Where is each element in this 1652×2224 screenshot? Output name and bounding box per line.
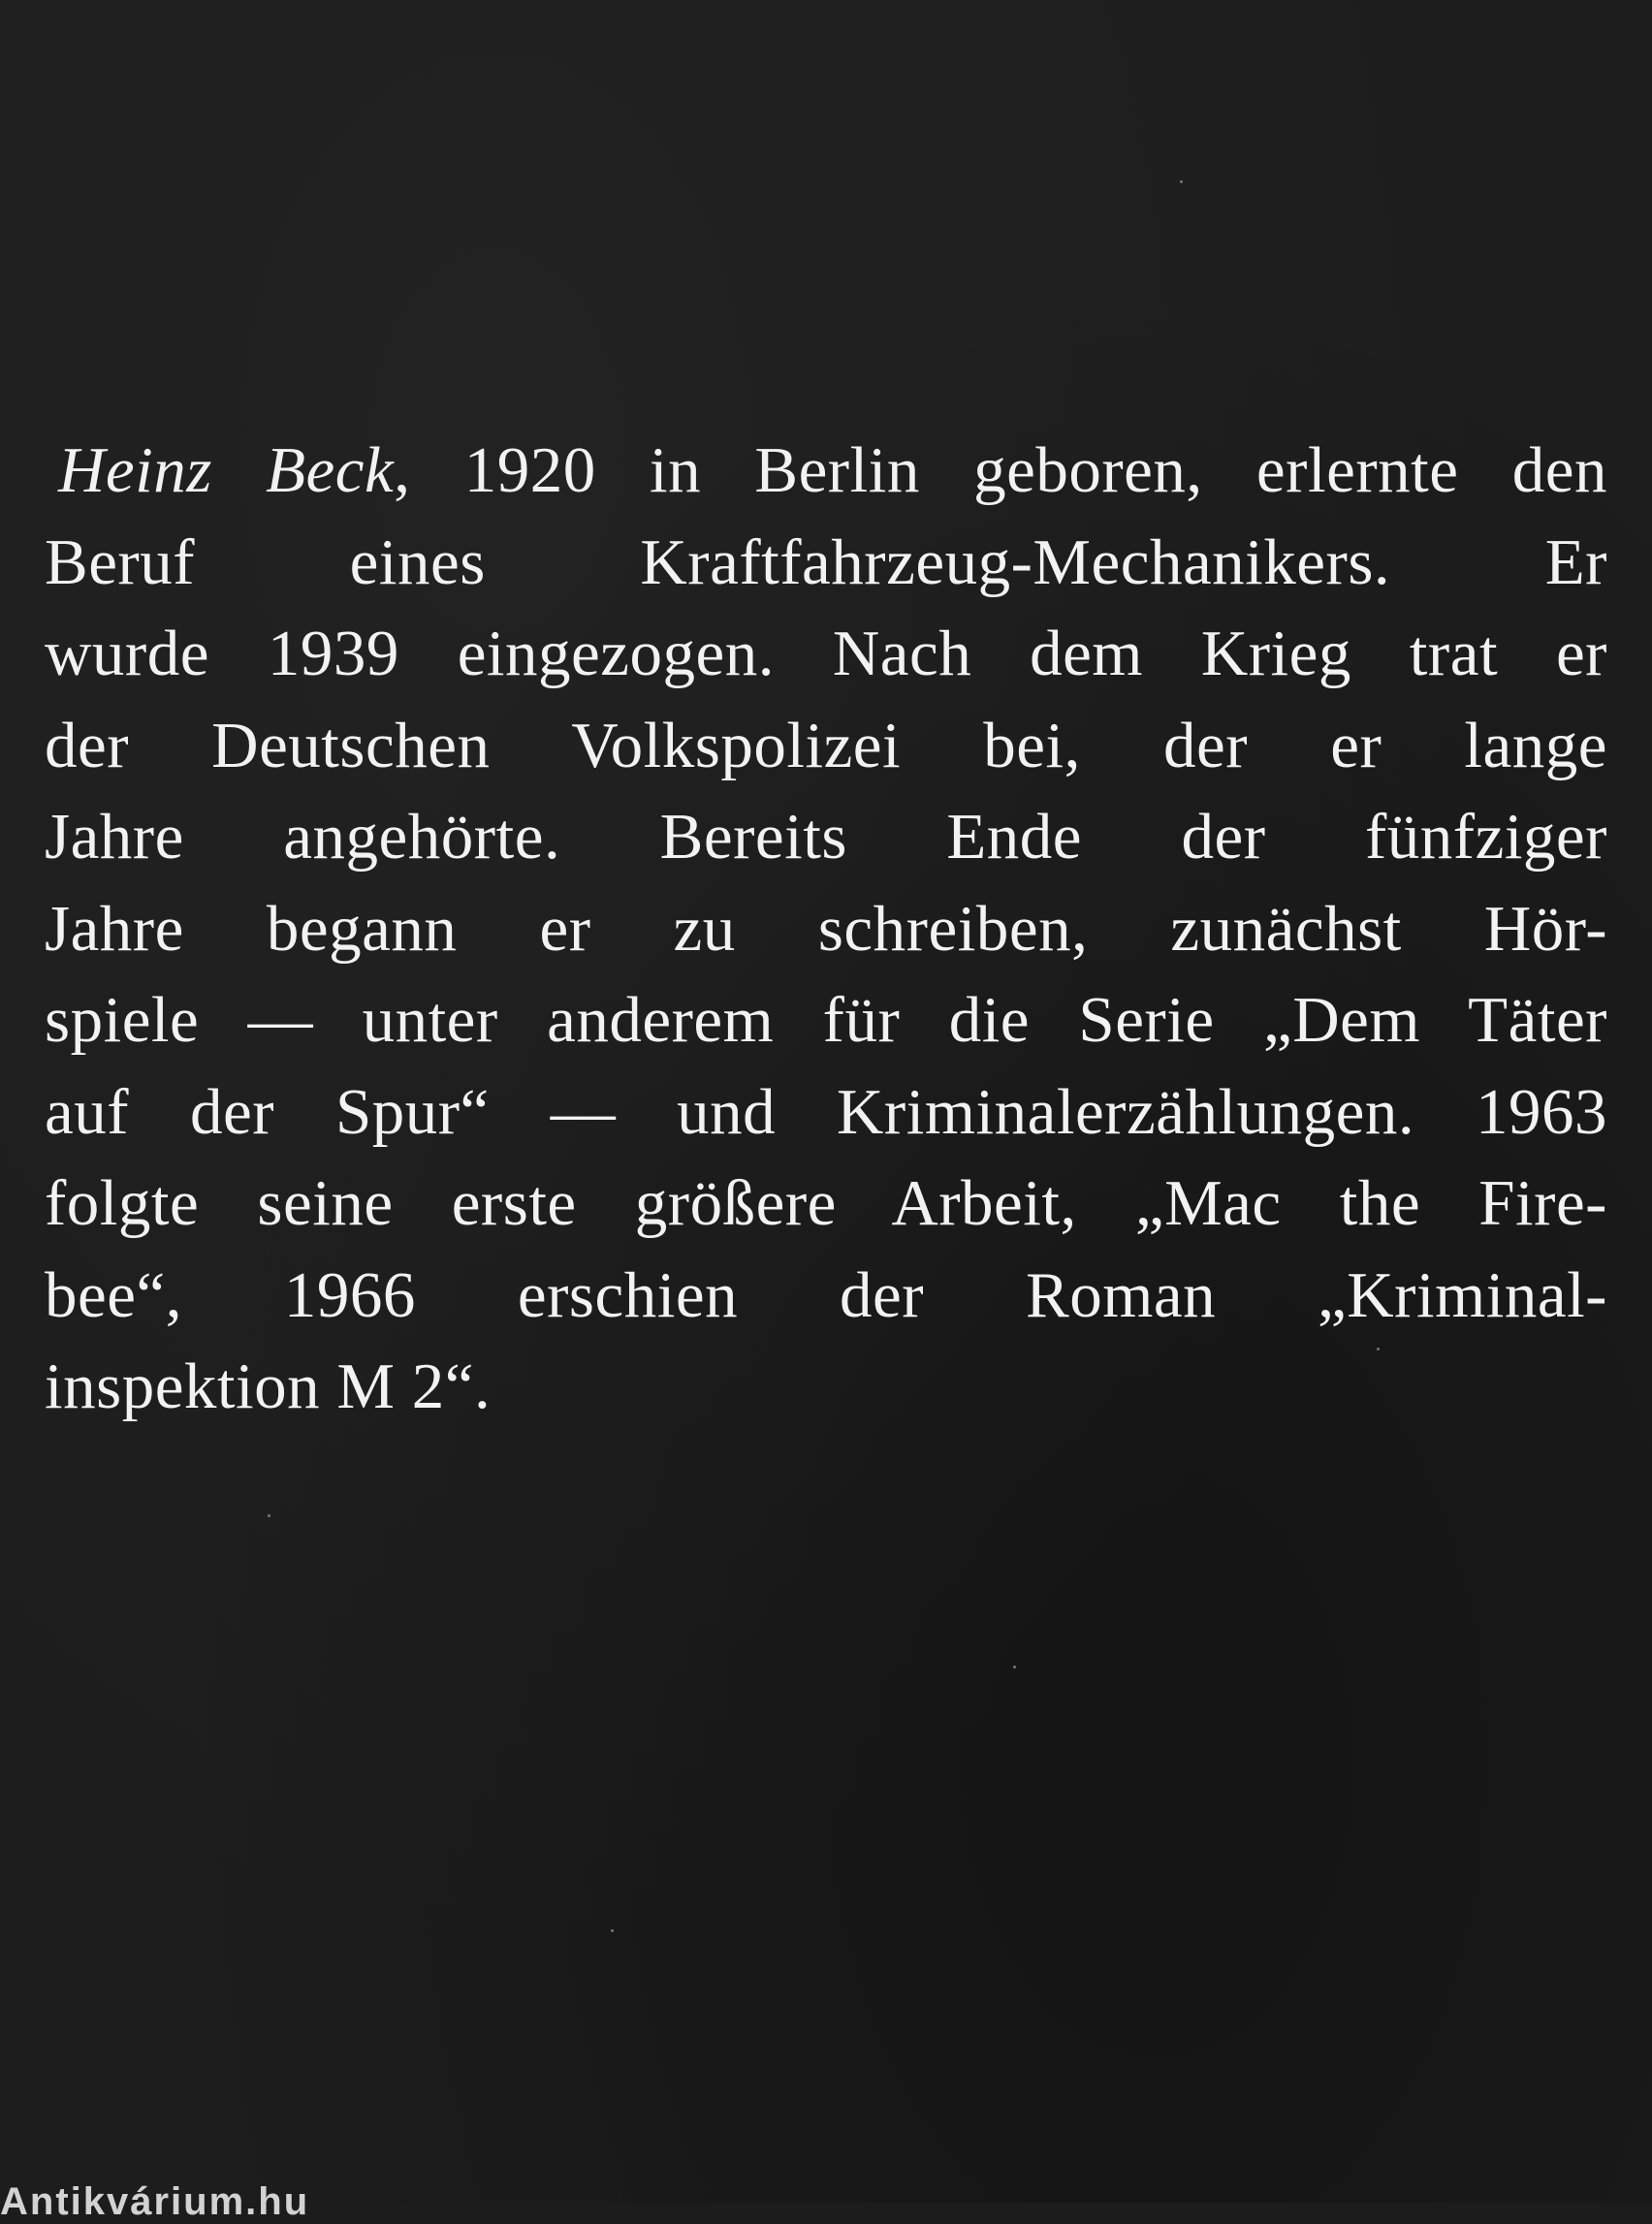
dust-speck [611,1929,614,1932]
bio-line: der Deutschen Volkspolizei bei, der er lange [45,709,1607,781]
bio-line-text: , 1920 in Berlin geboren, erlernte den [394,434,1607,506]
bio-line: Jahre angehörte. Bereits Ende der fünfziger [45,801,1607,873]
bio-line: Beruf eines Kraftfahrzeug-Mechanikers. Er [45,525,1607,598]
bio-line: Jahre begann er zu schreiben, zunächst Hör- [45,892,1607,965]
bio-line: wurde 1939 eingezogen. Nach dem Krieg trat er [45,618,1607,689]
bio-line: spiele — unter anderem für die Serie „Dem Täter [45,984,1607,1056]
author-biography [45,425,1607,1433]
dust-speck [268,1514,270,1517]
bio-line: auf der Spur“ — und Kriminalerzählungen. 1963 [45,1075,1607,1148]
dust-speck [1180,180,1183,183]
bio-line [45,425,1607,517]
watermark: Antikvárium.hu [0,2180,310,2223]
bio-line: inspektion M 2“. [45,1350,492,1422]
bio-line: bee“, 1966 erschien der Roman „Kriminal- [45,1258,1607,1331]
dust-speck [1013,1666,1016,1668]
author-name: Heinz Beck [58,434,395,506]
bio-line: folgte seine erste größere Arbeit, „Mac the Fire- [45,1167,1607,1239]
